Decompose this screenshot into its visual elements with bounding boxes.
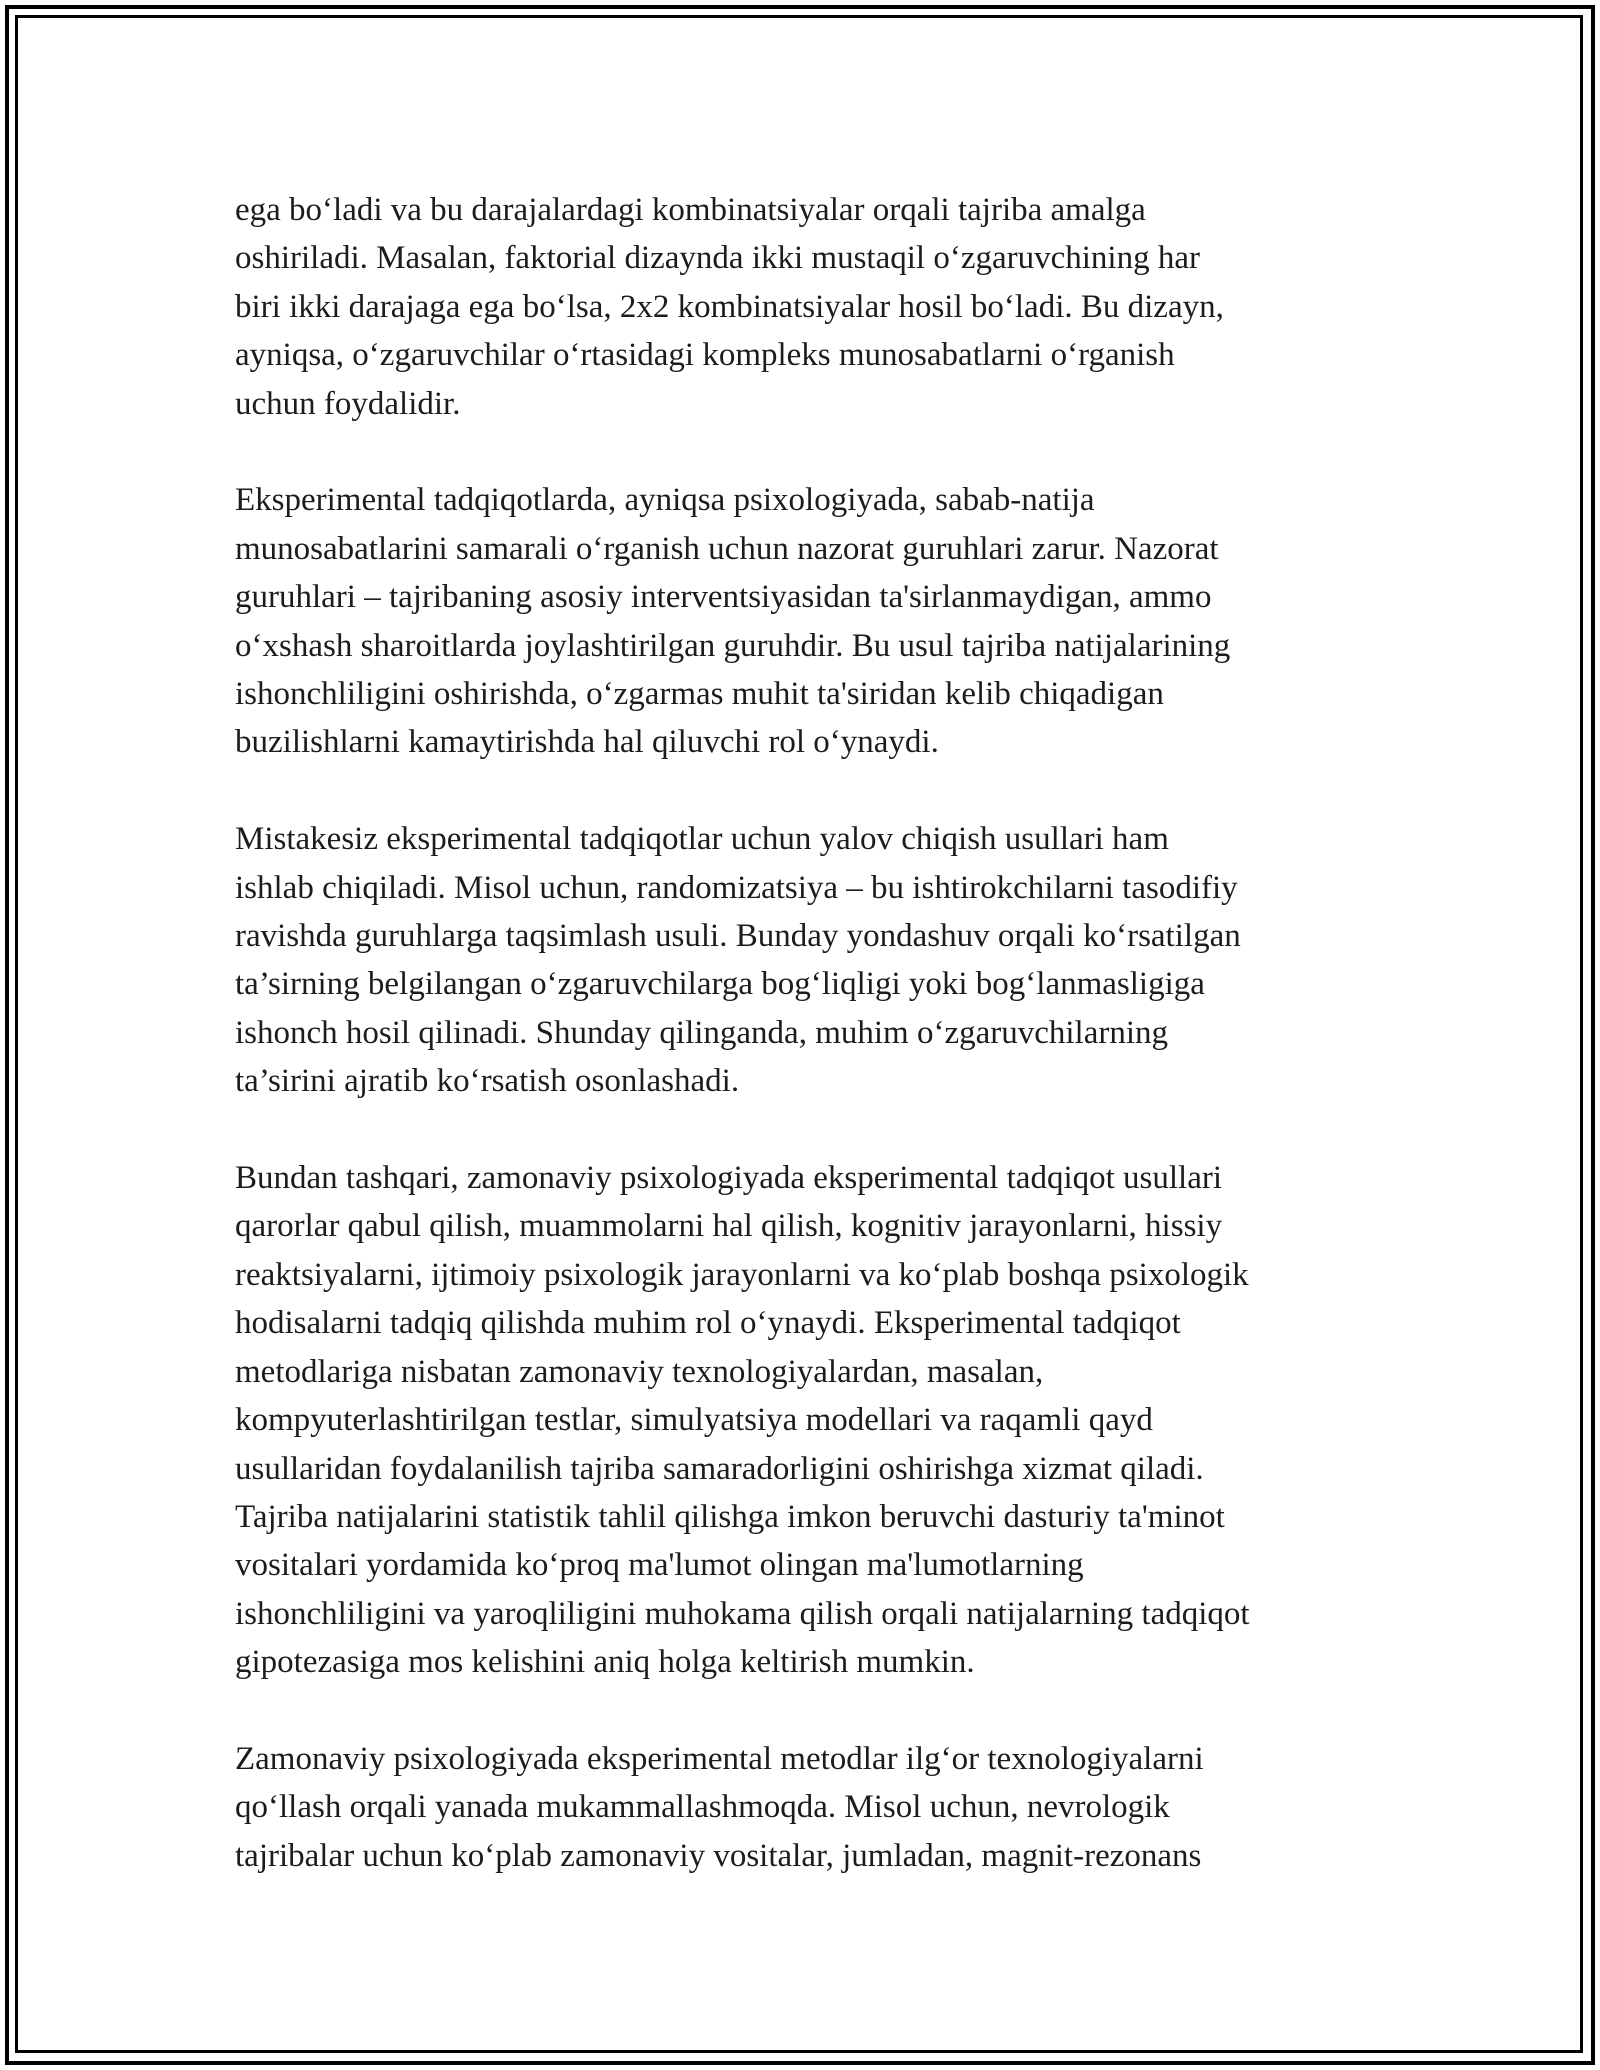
text-line: Tajriba natijalarini statistik tahlil qilishga imkon beruvchi dasturiy ta'minot xyxy=(235,1498,1225,1535)
text-line: metodlariga nisbatan zamonaviy texnologiyalardan, masalan, xyxy=(235,1353,1044,1390)
text-line: munosabatlarini samarali o‘rganish uchun nazorat guruhlari zarur. Nazorat xyxy=(235,530,1219,567)
text-line: kompyuterlashtirilgan testlar, simulyatsiya modellari va raqamli qayd xyxy=(235,1402,1153,1439)
text-line: o‘xshash sharoitlarda joylashtirilgan guruhdir. Bu usul tajriba natijalarining xyxy=(235,627,1231,664)
text-line: ishonch hosil qilinadi. Shunday qilinganda, muhim o‘zgaruvchilarning xyxy=(235,1014,1169,1051)
text-line: gipotezasiga mos kelishini aniq holga keltirish mumkin. xyxy=(235,1644,975,1681)
text-line: Bundan tashqari, zamonaviy psixologiyada eksperimental tadqiqot usullari xyxy=(235,1160,1223,1197)
text-line: ishonchliligini va yaroqliligini muhokama qilish orqali natijalarning tadqiqot xyxy=(235,1595,1250,1632)
text-line: biri ikki darajaga ega bo‘lsa, 2x2 kombinatsiyalar hosil bo‘ladi. Bu dizayn, xyxy=(235,288,1224,325)
text-line: oshiriladi. Masalan, faktorial dizaynda ikki mustaqil o‘zgaruvchining har xyxy=(235,240,1200,277)
text-line: Eksperimental tadqiqotlarda, ayniqsa psixologiyada, sabab-natija xyxy=(235,482,1095,519)
text-line: Mistakesiz eksperimental tadqiqotlar uchun yalov chiqish usullari ham xyxy=(235,821,1169,858)
text-line: hodisalarni tadqiq qilishda muhim rol o‘ynaydi. Eksperimental tadqiqot xyxy=(235,1305,1181,1342)
text-line: ayniqsa, o‘zgaruvchilar o‘rtasidagi kompleks munosabatlarni o‘rganish xyxy=(235,337,1175,374)
paragraph xyxy=(235,815,1375,1105)
text-line: qo‘llash orqali yanada mukammallashmoqda. Misol uchun, nevrologik xyxy=(235,1789,1170,1826)
text-line: buzilishlarni kamaytirishda hal qiluvchi rol o‘ynaydi. xyxy=(235,724,939,761)
text-line: reaktsiyalarni, ijtimoiy psixologik jarayonlarni va ko‘plab boshqa psixologik xyxy=(235,1256,1249,1293)
paragraph xyxy=(235,1154,1375,1686)
paragraph xyxy=(235,1735,1375,1880)
text-line: ega bo‘ladi va bu darajalardagi kombinatsiyalar orqali tajriba amalga xyxy=(235,192,1146,228)
document-body xyxy=(235,186,1375,1929)
text-line: Zamonaviy psixologiyada eksperimental metodlar ilg‘or texnologiyalarni xyxy=(235,1740,1204,1777)
text-line: vositalari yordamida ko‘proq ma'lumot olingan ma'lumotlarning xyxy=(235,1547,1084,1584)
text-line: ishonchliligini oshirishda, o‘zgarmas muhit ta'siridan kelib chiqadigan xyxy=(235,676,1164,713)
text-line: tajribalar uchun ko‘plab zamonaviy vositalar, jumladan, magnit-rezonans xyxy=(235,1837,1202,1874)
text-line: ta’sirning belgilangan o‘zgaruvchilarga bog‘liqligi yoki bog‘lanmasligiga xyxy=(235,966,1205,1003)
text-line: guruhlari – tajribaning asosiy interventsiyasidan ta'sirlanmaydigan, ammo xyxy=(235,579,1212,616)
paragraph xyxy=(235,476,1375,766)
text-line: uchun foydalidir. xyxy=(235,385,461,422)
text-line: ravishda guruhlarga taqsimlash usuli. Bunday yondashuv orqali ko‘rsatilgan xyxy=(235,918,1241,955)
text-line: qarorlar qabul qilish, muammolarni hal qilish, kognitiv jarayonlarni, hissiy xyxy=(235,1208,1223,1245)
text-line: ta’sirini ajratib ko‘rsatish osonlashadi. xyxy=(235,1063,740,1100)
text-line: ishlab chiqiladi. Misol uchun, randomizatsiya – bu ishtirokchilarni tasodifiy xyxy=(235,869,1238,906)
text-line: usullaridan foydalanilish tajriba samaradorligini oshirishga xizmat qiladi. xyxy=(235,1450,1204,1487)
paragraph xyxy=(235,186,1375,428)
